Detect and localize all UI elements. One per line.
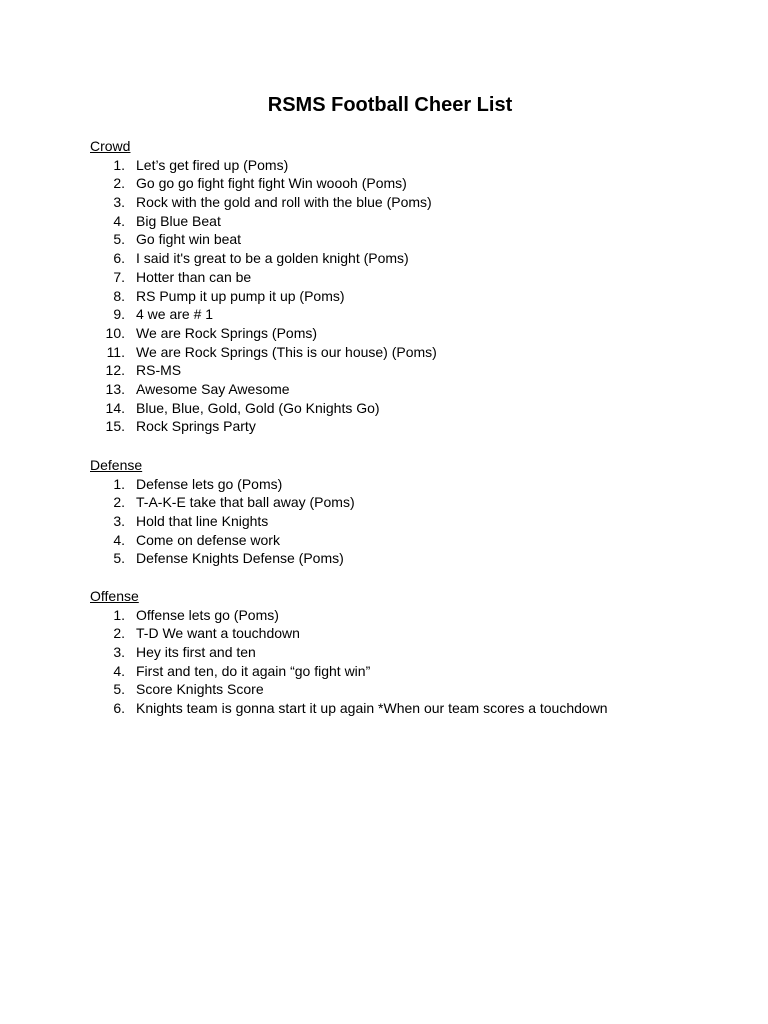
- item-number: 12.: [105, 362, 125, 379]
- item-number: 1.: [113, 156, 125, 173]
- list-item: [90, 662, 750, 681]
- list-item: [90, 643, 750, 662]
- item-number: 4.: [113, 212, 125, 229]
- section-crowd: [90, 137, 750, 436]
- list-item: [90, 268, 750, 287]
- list-item: [90, 680, 750, 699]
- cheer-list-crowd: [90, 156, 750, 436]
- item-text: Awesome Say Awesome: [136, 380, 290, 397]
- item-number: 3.: [113, 513, 125, 530]
- item-text: Rock with the gold and roll with the blue (Poms): [136, 194, 432, 211]
- item-number: 13.: [105, 380, 125, 397]
- item-text: Hey its first and ten: [136, 644, 256, 661]
- item-text: Defense Knights Defense (Poms): [136, 550, 344, 567]
- list-item: [90, 230, 750, 249]
- item-text: Let’s get fired up (Poms): [136, 156, 289, 173]
- list-item: [90, 699, 750, 718]
- item-text: Offense lets go (Poms): [136, 606, 279, 623]
- item-number: 6.: [113, 250, 125, 267]
- item-number: 3.: [113, 644, 125, 661]
- item-text: T-A-K-E take that ball away (Poms): [136, 494, 355, 511]
- item-number: 5.: [113, 550, 125, 567]
- item-text: I said it's great to be a golden knight (Poms): [136, 250, 409, 267]
- list-item: [90, 549, 750, 568]
- list-item: [90, 399, 750, 418]
- item-text: RS Pump it up pump it up (Poms): [136, 287, 345, 304]
- item-text: Hotter than can be: [136, 268, 252, 285]
- item-number: 8.: [113, 287, 125, 304]
- list-item: [90, 249, 750, 268]
- item-text: First and ten, do it again “go fight win”: [136, 662, 371, 679]
- item-number: 2.: [113, 625, 125, 642]
- item-number: 5.: [113, 231, 125, 248]
- list-item: [90, 606, 750, 625]
- item-text: T-D We want a touchdown: [136, 625, 300, 642]
- item-text: Big Blue Beat: [136, 212, 221, 229]
- list-item: [90, 324, 750, 343]
- list-item: [90, 624, 750, 643]
- section-heading-crowd: Crowd: [90, 138, 131, 154]
- item-number: 5.: [113, 681, 125, 698]
- item-text: Go go go fight fight fight Win woooh (Poms): [136, 175, 407, 192]
- list-item: [90, 212, 750, 231]
- list-item: [90, 174, 750, 193]
- item-text: Knights team is gonna start it up again *When our team scores a touchdown: [136, 700, 608, 717]
- list-item: [90, 305, 750, 324]
- section-offense: [90, 587, 750, 718]
- section-heading-offense: Offense: [90, 588, 139, 604]
- list-item: [90, 287, 750, 306]
- item-number: 3.: [113, 194, 125, 211]
- item-number: 11.: [106, 343, 125, 360]
- item-text: Hold that line Knights: [136, 513, 269, 530]
- item-number: 1.: [113, 475, 125, 492]
- item-number: 9.: [113, 306, 125, 323]
- item-text: Score Knights Score: [136, 681, 264, 698]
- list-item: [90, 380, 750, 399]
- item-text: We are Rock Springs (Poms): [136, 324, 318, 341]
- item-number: 14.: [105, 399, 125, 416]
- item-number: 1.: [113, 606, 125, 623]
- list-item: [90, 475, 750, 494]
- item-number: 2.: [113, 494, 125, 511]
- list-item: [90, 343, 750, 362]
- cheer-list-defense: [90, 475, 750, 568]
- list-item: [90, 512, 750, 531]
- list-item: [90, 531, 750, 550]
- list-item: [90, 417, 750, 436]
- item-number: 6.: [113, 700, 125, 717]
- item-text: Rock Springs Party: [136, 418, 256, 435]
- list-item: [90, 361, 750, 380]
- item-text: Blue, Blue, Gold, Gold (Go Knights Go): [136, 399, 380, 416]
- item-number: 15.: [105, 418, 125, 435]
- item-number: 4.: [113, 531, 125, 548]
- section-heading-defense: Defense: [90, 457, 143, 473]
- item-number: 10.: [105, 324, 125, 341]
- item-number: 4.: [113, 662, 125, 679]
- section-defense: [90, 456, 750, 568]
- item-text: Go fight win beat: [136, 231, 242, 248]
- list-item: [90, 193, 750, 212]
- item-text: Defense lets go (Poms): [136, 475, 283, 492]
- item-text: We are Rock Springs (This is our house) (Poms): [136, 343, 437, 360]
- item-text: 4 we are # 1: [136, 306, 214, 323]
- item-text: Come on defense work: [136, 531, 280, 548]
- item-text: RS-MS: [136, 362, 182, 379]
- cheer-list-offense: [90, 606, 750, 718]
- item-number: 7.: [113, 268, 125, 285]
- list-item: [90, 156, 750, 175]
- item-number: 2.: [113, 175, 125, 192]
- list-item: [90, 493, 750, 512]
- page-title: RSMS Football Cheer List: [267, 94, 513, 116]
